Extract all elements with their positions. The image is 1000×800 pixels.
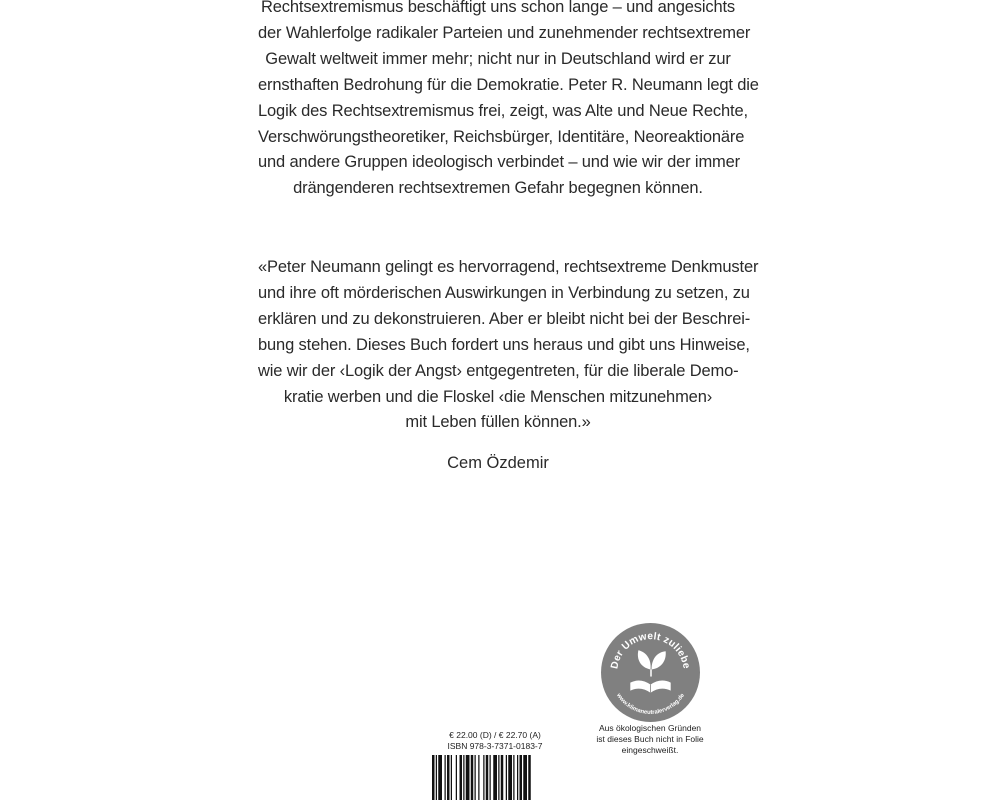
blurb-line: der Wahlerfolge radikaler Parteien und zunehmender rechtsextremer	[258, 23, 751, 42]
barcode-bar	[438, 755, 442, 800]
badge-top-text: Der Umwelt zuliebe	[609, 631, 692, 670]
endorsement-quote	[258, 255, 759, 436]
quote-line: bung stehen. Dieses Buch fordert uns heraus und gibt uns Hinweise,	[258, 335, 750, 354]
quote-author: Cem Özdemir	[447, 454, 549, 472]
barcode-bar	[432, 755, 435, 800]
blurb-line: ernsthaften Bedrohung für die Demokratie. Peter R. Neumann legt die	[258, 75, 759, 94]
barcode-bar	[483, 755, 484, 800]
barcode-bar	[490, 755, 491, 800]
quote-line: «Peter Neumann gelingt es hervorragend, rechtsextreme Denkmuster	[258, 258, 759, 276]
badge-caption-line: ist dieses Buch nicht in Folie	[596, 734, 704, 744]
blurb-line: drängenderen rechtsextremen Gefahr begegnen können.	[293, 179, 703, 198]
barcode	[432, 755, 560, 800]
barcode-bar	[513, 755, 514, 800]
barcode-bar	[517, 755, 518, 800]
barcode-bar	[445, 755, 446, 800]
barcode-bar	[463, 755, 464, 800]
price-block	[430, 730, 560, 752]
blurb-text	[258, 0, 759, 202]
barcode-bar	[475, 755, 476, 800]
blurb-line: Gewalt weltweit immer mehr; nicht nur in Deutschland wird er zur	[265, 49, 731, 68]
barcode-bar	[501, 755, 504, 800]
badge-bottom-text: www.klimaneutralerverlag.de	[615, 692, 686, 716]
barcode-bar	[508, 755, 512, 800]
barcode-bar	[486, 755, 489, 800]
blurb-line: Verschwörungstheoretiker, Reichsbürger, Identitäre, Neoreaktionäre	[258, 127, 745, 146]
barcode-bar	[478, 755, 479, 800]
barcode-bar	[466, 755, 470, 800]
barcode-bar	[498, 755, 499, 800]
barcode-bar	[451, 755, 452, 800]
quote-line: mit Leben füllen können.»	[405, 413, 591, 432]
barcode-bar	[471, 755, 474, 800]
badge-caption-line: Aus ökologischen Gründen	[598, 723, 702, 733]
badge-caption	[585, 723, 715, 756]
price-label: € 22.00 (D) / € 22.70 (A)	[449, 730, 541, 740]
barcode-bar	[528, 755, 531, 800]
quote-line: erklären und zu dekonstruieren. Aber er bleibt nicht bei der Beschrei-	[258, 309, 751, 328]
quote-line: wie wir der ‹Logik der Angst› entgegentreten, für die liberale Demo-	[258, 361, 739, 380]
blurb-line: Rechtsextremismus beschäftigt uns schon lange – und angesichts	[260, 0, 736, 16]
barcode-bar	[493, 755, 497, 800]
barcode-bar	[447, 755, 450, 800]
environment-badge-icon	[600, 622, 701, 723]
quote-line: kratie werben und die Floskel ‹die Menschen mitzunehmen›	[283, 387, 713, 406]
barcode-bar	[520, 755, 523, 800]
blurb-line: und andere Gruppen ideologisch verbindet – und wie wir der immer	[258, 153, 741, 172]
barcode-bar	[523, 755, 527, 800]
isbn-label: ISBN 978-3-7371-0183-7	[447, 741, 543, 751]
barcode-bar	[460, 755, 463, 800]
blurb-line: Logik des Rechtsextremismus frei, zeigt, was Alte und Neue Rechte,	[258, 101, 748, 120]
barcode-bar	[456, 755, 457, 800]
quote-line: und ihre oft mörderischen Auswirkungen in Verbindung zu setzen, zu	[258, 283, 750, 302]
barcode-bar	[436, 755, 437, 800]
badge-caption-line: eingeschweißt.	[621, 745, 679, 755]
barcode-bar	[506, 755, 507, 800]
